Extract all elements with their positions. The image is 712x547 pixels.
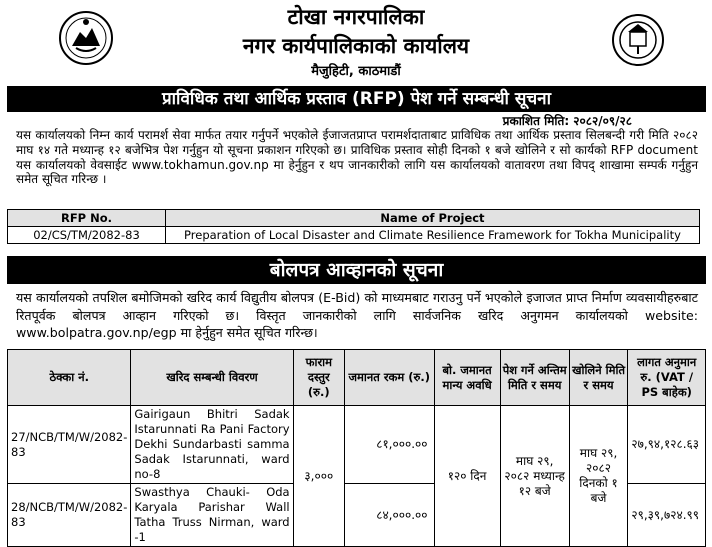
form-fee: ३,००० [293,406,344,547]
rfp-table [7,209,700,244]
col-estimate: लागत अनुमान रु. (VAT / PS बाहेक) [628,350,706,406]
office-name: नगर कार्यपालिकाको कार्यालय [242,34,470,58]
rfp-notice-title: प्राविधिक तथा आर्थिक प्रस्ताव (RFP) पेश गर्ने सम्बन्धी सूचना [7,86,706,112]
contract-no: 28/NCB/TM/W/2082-83 [8,484,131,547]
opening-time: माघ २९, २०८२ दिनको १ बजे [569,406,628,547]
rfp-no: 02/CS/TM/2082-83 [8,227,166,244]
col-contract-no: ठेक्का नं. [8,350,131,406]
col-opening: खोलिने मिति र समय [569,350,628,406]
rfp-no-header: RFP No. [8,210,166,227]
bid-security: ८४,०००.०० [345,484,435,547]
submission-deadline: माघ २९, २०८२ मध्यान्ह १२ बजे [500,406,569,547]
bid-security: ८१,०००.०० [345,406,435,484]
col-description: खरिद सम्बन्धी विवरण [131,350,293,406]
letterhead [0,0,712,86]
project-name-header: Name of Project [166,210,700,227]
cost-estimate: २७,९४,१२८.६३ [628,406,706,484]
bid-notice-title: बोलपत्र आव्हानको सूचना [7,256,706,284]
project-name: Preparation of Local Disaster and Climate Resilience Framework for Tokha Municipality [166,227,700,244]
published-date: प्रकाशित मिति: २०८२/०९/२८ [502,114,632,128]
work-description: Swasthya Chauki- Oda Karyala Parishar Wall Tatha Truss Nirman, ward -1 [131,484,293,547]
col-validity: बो. जमानत मान्य अवधि [434,350,500,406]
rfp-notice-body: यस कार्यालयको निम्न कार्य परामर्श सेवा मार्फत तयार गर्नुपर्ने भएकोले ईजाजतप्राप्त परामर्शदाताबाट प्राविधिक तथा आर्थिक प्रस्ताव सिलबन्दी गरी मिति २०८२ माघ १४ गते मध्यान्ह १२ बजेभित्र पेश गर्नुहुन यो सूचना प्रकाशन गरिएको छ। प्राविधिक प्रस्ताव सोही दिनको १ बजे खोलिने र सो कार्यको RFP document यस कार्यालयको वेवसाईट www.tokhamun.gov.np मा हेर्नुहुन र थप जानकारीको लागि यस कार्यालयको वातावरण तथा विपद् शाखामा सम्पर्क गर्नुहुन समेत सूचित गरिन्छ । [16,128,698,187]
municipality-name: टोखा नगरपालिका [287,5,425,29]
col-form-fee: फाराम दस्तुर (रु.) [293,350,344,406]
bid-table [7,349,706,547]
office-address: मैजुहिटी, काठमाडौं [311,64,401,79]
contract-no: 27/NCB/TM/W/2082-83 [8,406,131,484]
work-description: Gairigaun Bhitri Sadak Istarunnati Ra Pani Factory Dekhi Sundarbasti samma Sadak Istarunnati, ward no-8 [131,406,293,484]
table-row [8,406,706,484]
cost-estimate: २९,३९,७२४.९९ [628,484,706,547]
municipality-logo-icon [610,12,666,68]
col-bid-security: जमानत रकम (रु.) [345,350,435,406]
col-submission: पेश गर्ने अन्तिम मिति र समय [500,350,569,406]
bid-notice-body: यस कार्यालयको तपशिल बमोजिमको खरिद कार्य विद्युतीय बोलपत्र (E-Bid) को माध्यमबाट गराउनु पर्ने भएकोले इजाजत प्राप्त निर्माण व्यवसायीहरुबाट रितपूर्वक बोलपत्र आव्हान गरिएको छ। विस्तृत जानकारीको लागि सार्वजनिक खरिद अनुगमन कार्यालयको website: www.bolpatra.gov.np/egp मा हेर्नुहुन समेत सूचित गरिन्छ। [16,290,698,340]
bid-validity: १२० दिन [434,406,500,547]
